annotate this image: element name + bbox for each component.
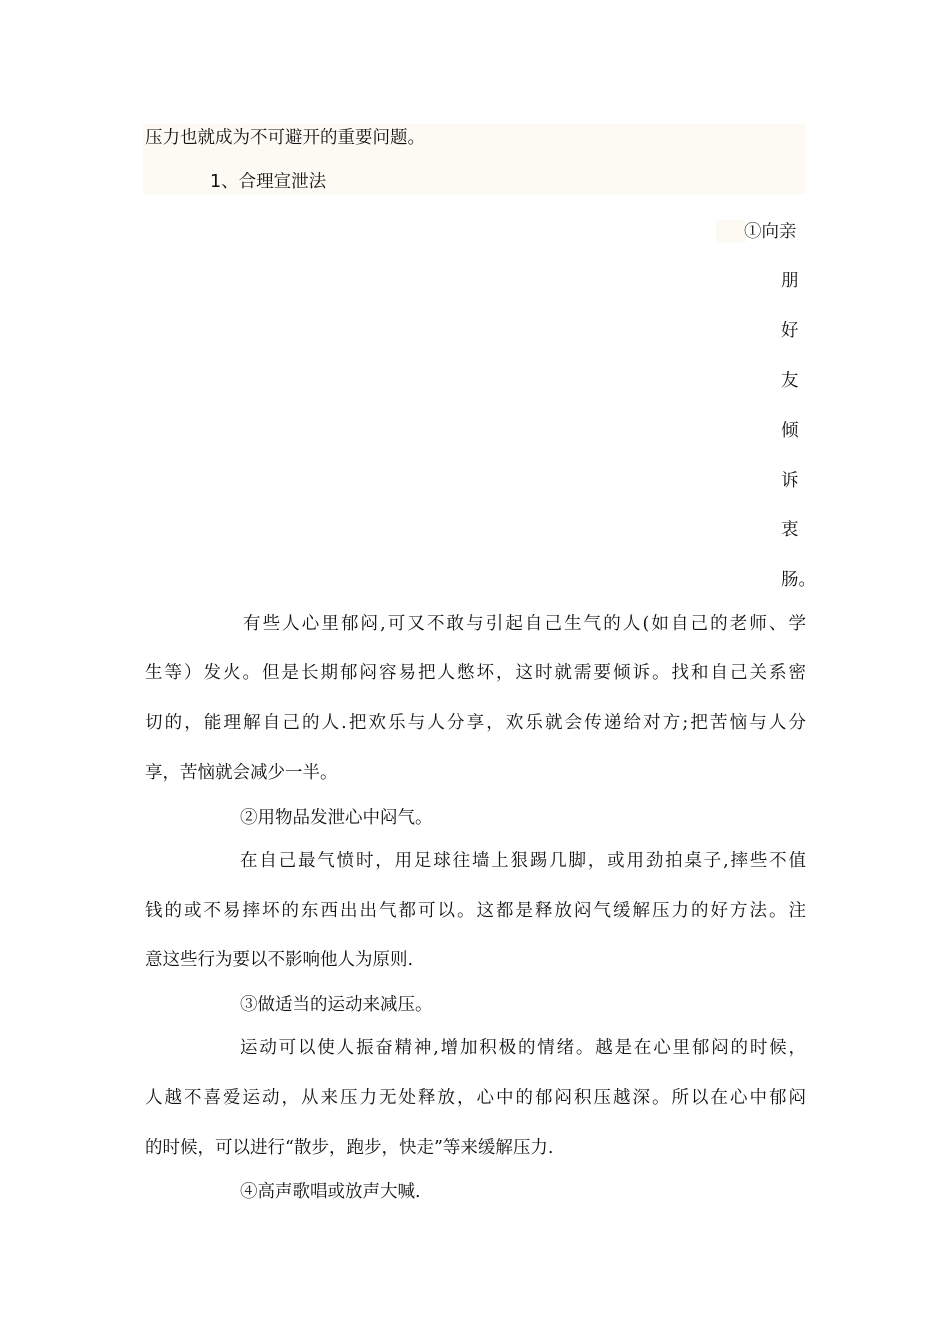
item3-title: ③做适当的运动来减压。 — [240, 995, 433, 1015]
item3-body-line: 运动可以使人振奋精神,增加积极的情绪。越是在心里郁闷的时候， — [240, 1038, 806, 1058]
highlight-mark — [716, 220, 746, 242]
item2-body-line: 在自己最气愤时，用足球往墙上狠踢几脚，或用劲拍桌子,摔些不值 — [240, 851, 806, 871]
item1-body-line: 有些人心里郁闷,可又不敢与引起自己生气的人(如自己的老师、学 — [243, 614, 806, 634]
item2-title: ②用物品发泄心中闷气。 — [240, 808, 433, 828]
item1-title-char: 倾 — [781, 421, 799, 441]
section-heading: 1、合理宣泄法 — [210, 172, 327, 192]
item2-body-line: 意这些行为要以不影响他人为原则. — [145, 950, 414, 970]
item2-body-line: 钱的或不易摔坏的东西出出气都可以。这都是释放闷气缓解压力的好方法。注 — [145, 901, 806, 921]
item1-title-char: 衷 — [781, 520, 799, 540]
item3-body-line: 的时候，可以进行“散步，跑步，快走”等来缓解压力. — [145, 1138, 554, 1158]
item1-title-char: 朋 — [781, 271, 799, 291]
item1-title-char: 肠。 — [781, 570, 816, 590]
item1-title-char: 诉 — [781, 471, 799, 491]
item1-title-head: ①向亲 — [744, 222, 797, 242]
item3-body-line: 人越不喜爱运动，从来压力无处释放，心中的郁闷积压越深。所以在心中郁闷 — [145, 1088, 806, 1108]
item1-body-line: 享，苦恼就会减少一半。 — [145, 763, 338, 783]
item4-title: ④高声歌唱或放声大喊. — [240, 1182, 421, 1202]
intro-tail-line: 压力也就成为不可避开的重要问题。 — [145, 128, 425, 148]
item1-title-char: 友 — [781, 371, 799, 391]
item1-body-line: 生等）发火。但是长期郁闷容易把人憋坏，这时就需要倾诉。找和自己关系密 — [145, 663, 806, 683]
item1-title-char: 好 — [781, 321, 799, 341]
item1-body-line: 切的，能理解自己的人.把欢乐与人分享，欢乐就会传递给对方;把苦恼与人分 — [145, 713, 806, 733]
